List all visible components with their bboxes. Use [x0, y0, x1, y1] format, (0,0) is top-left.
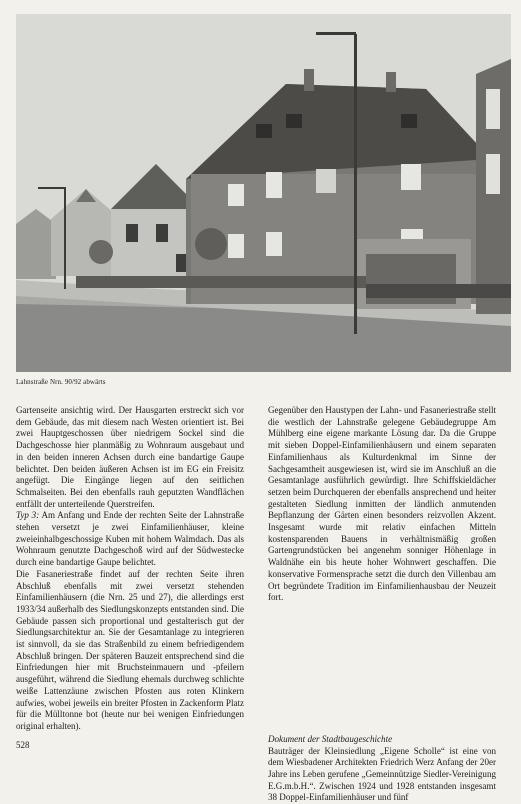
type-label: Typ 3: [16, 510, 40, 521]
paragraph-text: Am Anfang und Ende der rechten Seite der Lahnstraße stehen versetzt je zwei Einfamilienhäuser, kleine zweieinhalbgeschossige Kuben mit hohem Walmdach. Das als Wohnraum genutzte Dachgeschoß wird auf der Südwestecke durch eine bandartige Gaupe belichtet. [16, 510, 244, 568]
paragraph: Die Fasaneriestraße findet auf der rechten Seite ihren Abschluß ebenfalls mit zwei versetzt stehenden Einfamilienhäusern (die Nrn. 25 und 27), die allerdings erst 1933/34 außerhalb des Siedlungskonzepts entstanden sind. Die Gebäude passen sich proportional und gestalterisch gut der Siedlungsarchitektur an. Sie der Gesamtanlage zu integrieren ist sinnvoll, da sie das Straßenbild zu einem befriedigendem Abschluß bringen. Der späteren Bauzeit entsprechend sind die Einfriedungen hier mit Bruchsteinmauern und -pfeilern ausgeführt, während die Siedlung ehemals durchweg schlichte weiße Lattenzäune zwischen Pfosten aus roten Klinkern aufwies, wobei jeweils ein breiter Pfosten in Zackenform Platz für die Mülltonne bot (heute nur bei wenigen Einfriedungen original erhalten). [16, 568, 244, 731]
page-number: 528 [16, 740, 30, 750]
text-column-right [268, 405, 496, 804]
street-photo [16, 14, 511, 372]
paragraph: Bauträger der Kleinsiedlung „Eigene Scholle“ ist eine von dem Wiesbadener Architekten Friedrich Werz Anfang der 20er Jahre ins Leben gerufene „Gemeinnützige Siedler-Vereinigung E.G.m.b.H.“. Zwischen 1924 und 1928 entstanden insgesamt 38 Doppel-Einfamilienhäuser und fünf [268, 745, 496, 803]
figure-caption: Lahnstraße Nrn. 90/92 abwärts [16, 378, 106, 386]
section-heading: Dokument der Stadtbaugeschichte [268, 733, 393, 744]
paragraph: Gartenseite ansichtig wird. Der Hausgarten erstreckt sich vor dem Gebäude, das mit diesem nach Westen orientiert ist. Bei zwei Hauptgeschossen über niedrigem Sockel sind die Dachgeschosse hier planmäßig zu Wohnraum ausgebaut und in den beiden inneren Achsen durch eine bandartige Gaupe belichtet. Den beiden äußeren Achsen ist im EG ein Freisitz angefügt. Die Eingänge liegen auf den seitlichen Schmalseiten. Bei den ebenfalls rauh geputzten Wandflächen entfällt der unterteilende Querstreifen. [16, 405, 244, 509]
paragraph [16, 510, 244, 569]
text-column-left [16, 405, 244, 733]
paragraph: Gegenüber den Haustypen der Lahn- und Fasaneriestraße stellt die westlich der Lahnstraße gelegene Gebäudegruppe Am Mühlberg eine eigene markante Lösung dar. Da die Gruppe mit sieben Doppel-Einfamilienhäusern und einem separaten Einfamilienhaus als Kulturdenkmal im Sinne der Sachgesamtheit ausgewiesen ist, wird sie im Anschluß an die Gesamtanlage ausführlich gewürdigt. Ihre Schiffskieldächer setzen beim Durchqueren der ebenfalls ansprechend und heiter gestalteten Siedlung inmitten der ländlich anmutenden Bepflanzung der Gärten einen besonders reizvollen Akzent. Insgesamt wurde mit relativ einfachen Mitteln kostensparenden Bauens in verhältnismäßig großen Gartengrundstücken bei angenehm sonniger Höhenlage in Waldnähe ein bis heute hoher Wohnwert geschaffen. Die konservative Formensprache setzt die durch den Villenbau am Ort begründete Tradition im Einfamilienhausbau der Neuzeit fort. [268, 405, 496, 603]
